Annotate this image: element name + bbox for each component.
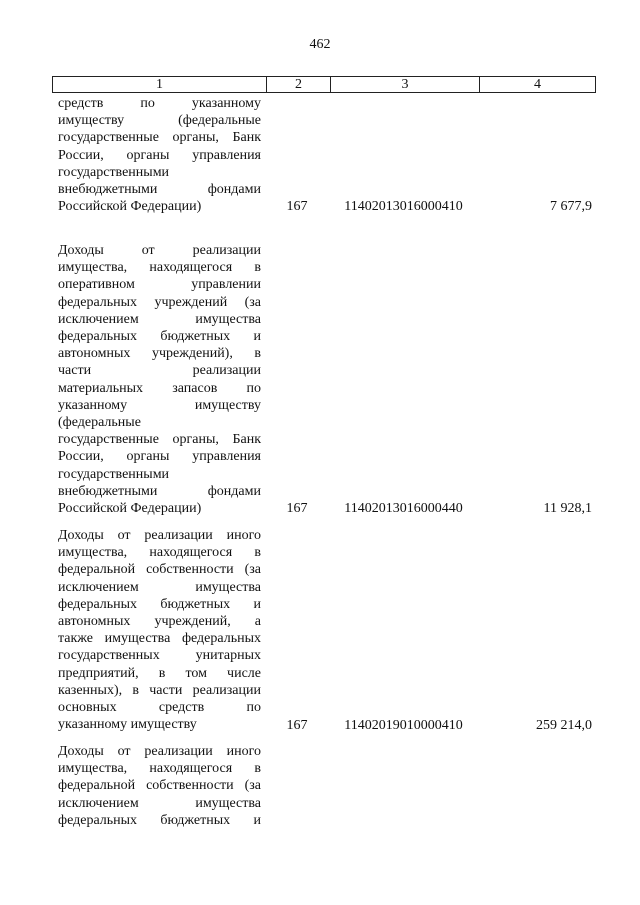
description-line: предприятий, в том числе xyxy=(58,665,261,681)
description-line: федеральных бюджетных и xyxy=(58,329,261,345)
description-line: имуществу (федеральные xyxy=(58,113,261,129)
description-line: внебюджетными фондами xyxy=(58,483,261,499)
description-line: имущества, находящегося в xyxy=(58,761,261,777)
description-line: имущества, находящегося в xyxy=(58,260,261,276)
description-line: исключением имущества xyxy=(58,795,261,811)
description-line: указанному имуществу xyxy=(58,717,197,733)
description-line: исключением имущества xyxy=(58,579,261,595)
description-line: государственных унитарных xyxy=(58,648,261,664)
description-line: России, органы управления xyxy=(58,147,261,163)
description-line: автономных учреждений), в xyxy=(58,346,261,362)
description-line: средств по указанному xyxy=(58,96,261,111)
page-number: 462 xyxy=(309,37,331,52)
description-line: автономных учреждений, а xyxy=(58,614,261,630)
amount: 11 928,1 xyxy=(543,501,592,516)
description-line: казенных), в части реализации xyxy=(58,682,261,698)
description-line: Российской Федерации) xyxy=(58,199,202,215)
description-line: внебюджетными фондами xyxy=(58,182,261,198)
description-line: федеральной собственности (за xyxy=(58,562,261,578)
column-header-2: 2 xyxy=(266,77,330,92)
description-line: Российской Федерации) xyxy=(58,501,202,517)
row-description xyxy=(58,743,261,829)
description-line: части реализации xyxy=(58,363,261,379)
description-line: исключением имущества xyxy=(58,311,261,327)
description-line: государственные органы, Банк xyxy=(58,432,261,448)
table-header-row xyxy=(52,76,596,93)
description-line: Доходы от реализации xyxy=(58,243,261,258)
row-description xyxy=(58,95,261,215)
description-line: также имущества федеральных xyxy=(58,631,261,647)
row-description xyxy=(58,242,261,517)
description-line: имущества, находящегося в xyxy=(58,545,261,561)
amount: 259 214,0 xyxy=(536,718,592,733)
row-description xyxy=(58,527,261,733)
description-line: федеральной собственности (за xyxy=(58,778,261,794)
column-header-4: 4 xyxy=(479,77,595,92)
description-line: федеральных бюджетных и xyxy=(58,596,261,612)
admin-code: 167 xyxy=(286,718,308,733)
description-line: (федеральные xyxy=(58,415,141,431)
description-line: России, органы управления xyxy=(58,449,261,465)
amount: 7 677,9 xyxy=(550,199,592,214)
description-line: оперативном управлении xyxy=(58,277,261,293)
description-line: государственными xyxy=(58,466,170,482)
description-line: государственными xyxy=(58,164,170,180)
column-header-3: 3 xyxy=(330,77,479,92)
description-line: государственные органы, Банк xyxy=(58,130,261,146)
admin-code: 167 xyxy=(286,199,308,214)
description-line: федеральных учреждений (за xyxy=(58,294,261,310)
description-line: основных средств по xyxy=(58,700,261,716)
kbk-code: 11402019010000410 xyxy=(344,718,463,733)
column-header-1: 1 xyxy=(156,77,163,92)
kbk-code: 11402013016000440 xyxy=(344,501,463,516)
admin-code: 167 xyxy=(286,501,308,516)
description-line: Доходы от реализации иного xyxy=(58,528,261,543)
description-line: материальных запасов по xyxy=(58,380,261,396)
description-line: Доходы от реализации иного xyxy=(58,744,261,759)
description-line: указанному имуществу xyxy=(58,397,261,413)
kbk-code: 11402013016000410 xyxy=(344,199,463,214)
description-line: федеральных бюджетных и xyxy=(58,812,261,828)
